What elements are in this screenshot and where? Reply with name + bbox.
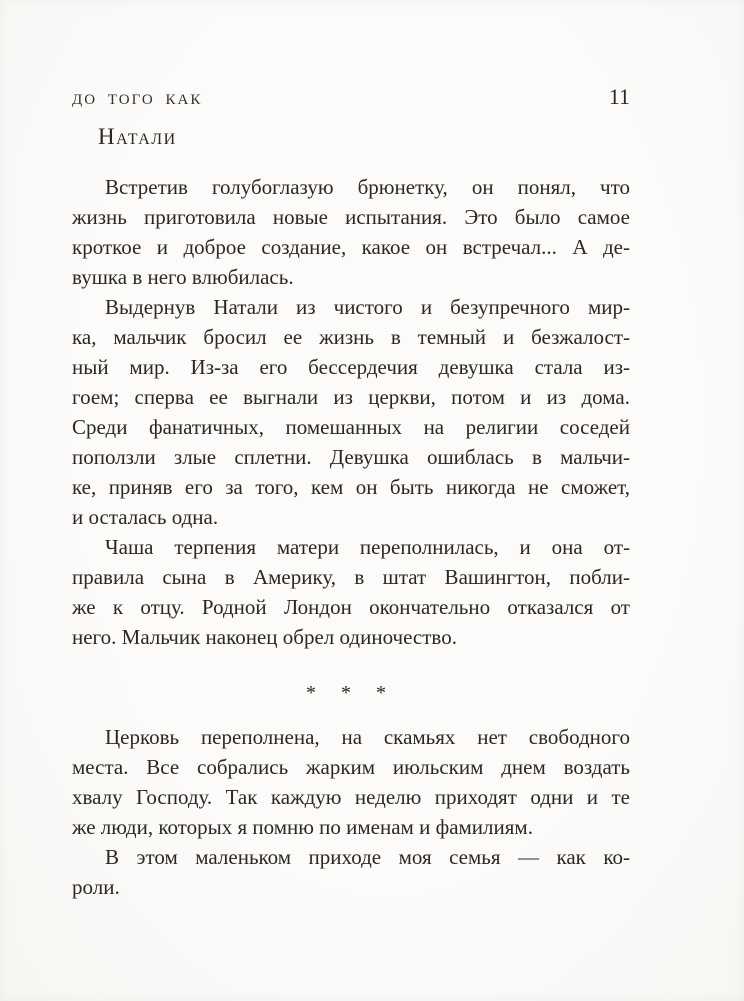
text-line: Среди фанатичных, помешанных на религии соседей: [72, 415, 630, 439]
text-line: жизнь приготовила новые испытания. Это было самое: [72, 205, 630, 229]
paragraph: [72, 532, 630, 652]
text-line: Церковь переполнена, на скамьях нет свободного: [105, 725, 630, 749]
section-separator: * * *: [306, 682, 396, 704]
text-line: кроткое и доброе создание, какое он встречал... А де-: [72, 235, 630, 259]
chapter-heading: Натали: [98, 124, 177, 149]
text-line: правила сына в Америку, в штат Вашингтон, побли-: [72, 565, 630, 589]
page-number: 11: [608, 84, 630, 109]
text-line: гоем; сперва ее выгнали из церкви, потом и из дома.: [72, 385, 630, 409]
page-header: [72, 84, 630, 110]
paragraph: [72, 722, 630, 842]
paragraph: [72, 292, 630, 532]
text-line: него. Мальчик наконец обрел одиночество.: [72, 625, 457, 649]
text-line: хвалу Господу. Так каждую неделю приходят одни и те: [72, 785, 630, 809]
text-line: и осталась одна.: [72, 505, 219, 529]
paragraph: [72, 172, 630, 292]
text-line: Чаша терпения матери переполнилась, и она от-: [105, 535, 630, 559]
running-title: ДО ТОГО КАК: [72, 92, 203, 108]
text-line: места. Все собрались жарким июльским днем воздать: [72, 755, 630, 779]
text-line: вушка в него влюбилась.: [72, 265, 294, 289]
body-text: [72, 172, 630, 902]
text-line: же люди, которых я помню по именам и фамилиям.: [72, 815, 533, 839]
text-line: же к отцу. Родной Лондон окончательно отказался от: [72, 595, 630, 619]
text-line: Выдернув Натали из чистого и безупречного мир-: [105, 295, 630, 319]
text-line: ка, мальчик бросил ее жизнь в темный и безжалост-: [72, 325, 630, 349]
text-line: роли.: [72, 875, 120, 899]
text-line: Встретив голубоглазую брюнетку, он понял, что: [105, 175, 630, 199]
text-line: ный мир. Из-за его бессердечия девушка стала из-: [72, 355, 630, 379]
text-line: поползли злые сплетни. Девушка ошиблась в мальчи-: [72, 445, 630, 469]
text-line: В этом маленьком приходе моя семья — как ко-: [105, 845, 630, 869]
text-line: ке, приняв его за того, кем он быть никогда не сможет,: [72, 475, 630, 499]
paragraph: [72, 842, 630, 902]
